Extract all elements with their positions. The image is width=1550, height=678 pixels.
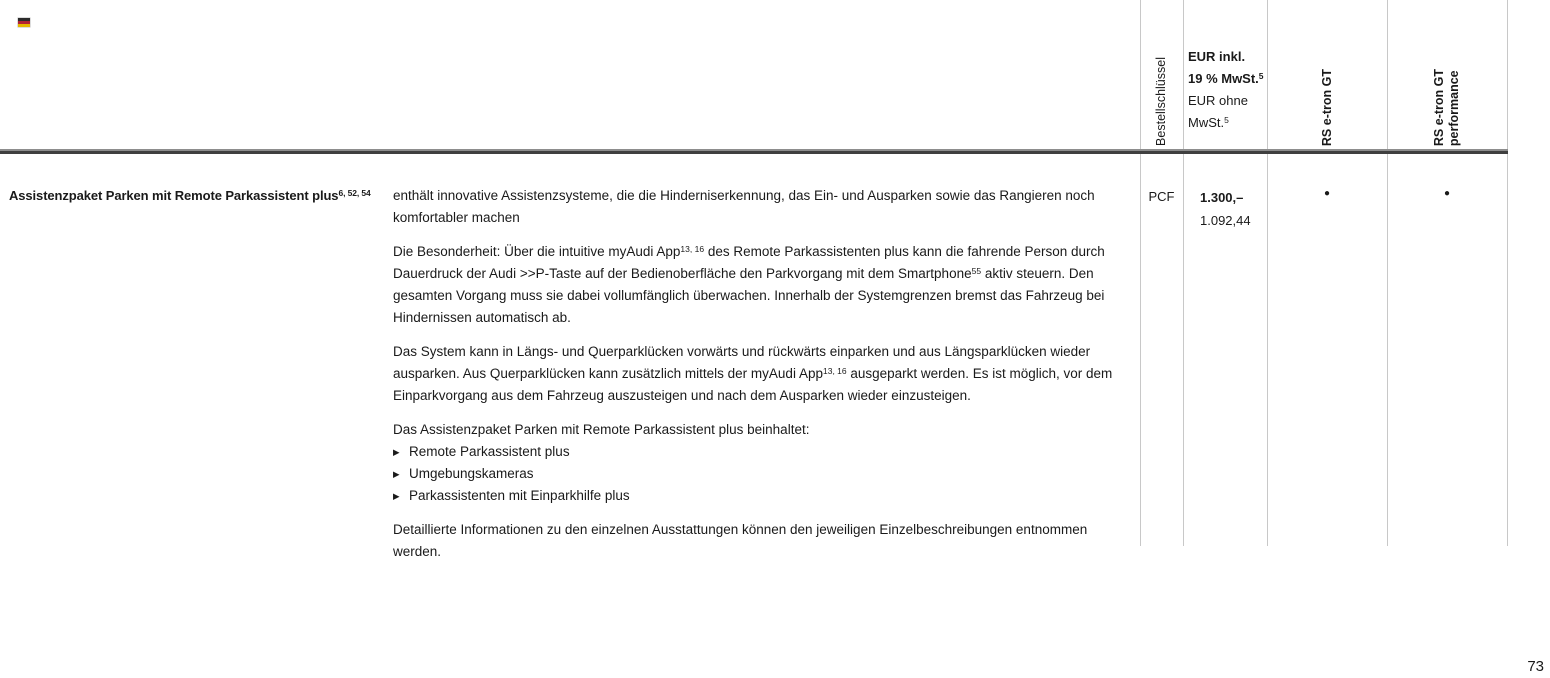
vat-footnote: 5	[1258, 70, 1264, 81]
model1-header-label: RS e-tron GT	[1319, 68, 1334, 146]
price-header-line3: EUR ohne	[1188, 93, 1248, 108]
price-incl-vat: 1.300,–	[1200, 190, 1244, 205]
column-header-model1	[1267, 0, 1387, 146]
german-flag-icon	[18, 18, 30, 27]
list-item-label: Umgebungskameras	[409, 466, 534, 481]
column-divider	[1507, 0, 1508, 546]
description-paragraph: Detaillierte Informationen zu den einzelnen Ausstattungen können den jeweiligen Einzelbeschreibungen entnommen werden.	[393, 522, 1088, 559]
footnote-ref: 55	[971, 265, 982, 276]
column-header-order-code	[1140, 0, 1183, 146]
price-header-line4: MwSt.$^5$	[1188, 114, 1229, 130]
option-title: Assistenzpaket Parken mit Remote Parkassistent plus$^{6, 52, 54}$	[9, 187, 371, 203]
description-paragraph: Die Besonderheit: Über die intuitive myAudi App$^{13, 16}$ des Remote Parkassistenten plus kann die fahrende Person durch Dauerdruck der Audi >>P-Taste auf der Bedienoberfläche den Parkvorgang mit dem Smartphone$^{55}$ aktiv steuern. Den gesamten Vorgang muss sie dabei vollumfänglich überwachen. Innerhalb der Systemgrenzen bremst das Fahrzeug bei Hindernissen automatisch ab.	[393, 243, 1105, 325]
triangle-bullet-icon: ▶	[393, 469, 400, 479]
description-paragraph: Das Assistenzpaket Parken mit Remote Parkassistent plus beinhaltet:	[393, 422, 810, 437]
included-items-list	[393, 441, 1131, 507]
footnote-ref: 13, 16	[822, 365, 847, 376]
triangle-bullet-icon: ▶	[393, 447, 400, 457]
description-paragraph: enthält innovative Assistenzsysteme, die die Hinderniserkennung, das Ein- und Ausparken sowie das Rangieren noch komfortabler machen	[393, 188, 1095, 225]
price-excl-vat: 1.092,44	[1200, 213, 1251, 228]
flag-stripe-bottom	[18, 24, 30, 27]
list-item-label: Parkassistenten mit Einparkhilfe plus	[409, 488, 630, 503]
availability-dot-model1: ●	[1323, 188, 1331, 199]
column-header-price	[1188, 46, 1266, 134]
price-cell	[1200, 186, 1270, 232]
page-number: 73	[1527, 658, 1544, 675]
price-header-line2: 19 % MwSt.$^5$	[1188, 70, 1264, 86]
description-paragraph: Das System kann in Längs- und Querparklücken vorwärts und rückwärts einparken und aus Längsparklücken wieder ausparken. Aus Querparklücken kann zusätzlich mittels der myAudi App$^{13, 16}$ ausgeparkt werden. Es ist möglich, vor dem Einparkvorgang aus dem Fahrzeug auszusteigen und nach dem Ausparken wieder einzusteigen.	[393, 344, 1113, 403]
order-code-header-label: Bestellschlüssel	[1154, 57, 1168, 146]
price-header-line1: EUR inkl.	[1188, 49, 1246, 64]
availability-dot-model2: ●	[1443, 188, 1451, 199]
list-item	[393, 441, 1131, 463]
model2-header-label: RS e-tron GT performance	[1432, 68, 1461, 146]
order-code-value: PCF	[1148, 189, 1175, 204]
list-item-label: Remote Parkassistent plus	[409, 444, 570, 459]
list-item	[393, 485, 1131, 507]
triangle-bullet-icon: ▶	[393, 491, 400, 501]
column-header-model2	[1387, 0, 1507, 146]
list-item	[393, 463, 1131, 485]
vat-footnote: 5	[1224, 114, 1229, 125]
title-footnotes: 6, 52, 54	[338, 187, 371, 198]
footnote-ref: 13, 16	[680, 243, 705, 254]
column-divider	[1183, 0, 1184, 546]
option-description	[393, 185, 1131, 563]
header-rule	[0, 149, 1508, 154]
